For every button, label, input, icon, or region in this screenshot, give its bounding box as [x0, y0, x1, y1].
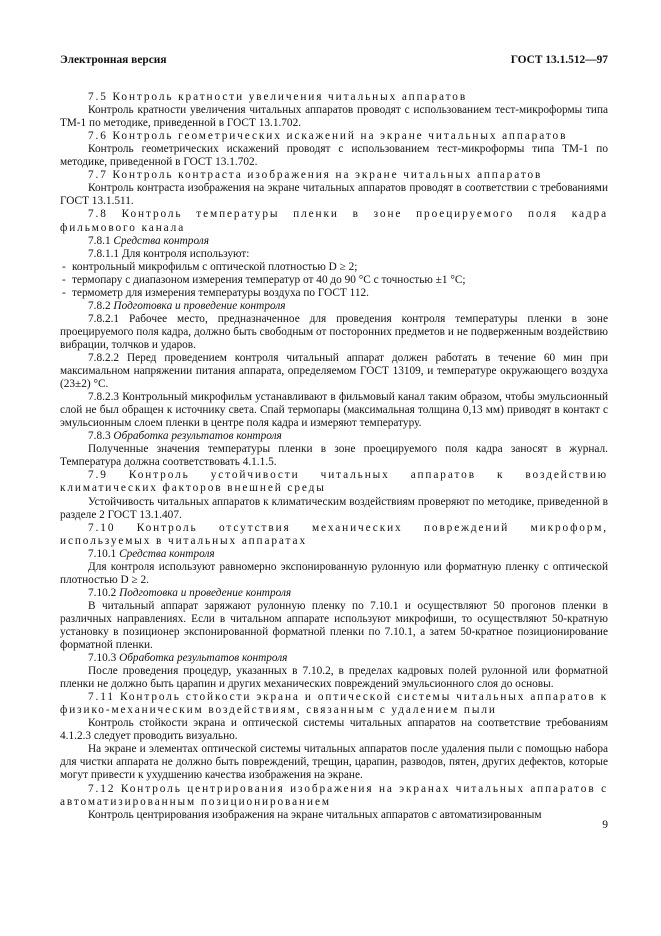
list-item-text: термопару с диапазоном измерения температур от 40 до 90 °С с точностью ±1 °С;	[72, 273, 466, 286]
page-number: 9	[602, 819, 608, 831]
document-page	[60, 54, 608, 822]
body-paragraph: 7.8.1.1 Для контроля используют:	[88, 247, 250, 260]
subsection-heading	[60, 548, 608, 561]
body-paragraph: Контроль центрирования изображения на экране читальных аппаратов с автоматизированным	[88, 808, 542, 821]
section-heading: 7.10 Контроль отсутствия механических повреждений микроформ, используемых в читальных аппаратах	[60, 521, 608, 547]
header-edition-label: Электронная версия	[60, 54, 167, 66]
section-heading: 7.8 Контроль температуры пленки в зоне проецируемого поля кадра фильмового канала	[60, 208, 608, 234]
subsection-number: 7.8.2	[88, 299, 111, 312]
body-paragraph: Контроль стойкости экрана и оптической системы читальных аппаратов на соответствие требованиям 4.1.2.3 следует проводить визуально.	[60, 717, 608, 743]
header-standard-number: ГОСТ 13.1.512—97	[510, 54, 608, 66]
body-paragraph: 7.8.2.1 Рабочее место, предназначенное для проведения контроля температуры пленки в зоне проецируемого поля кадра, должно быть свободным от посторонних предметов и не подверженным воздействию вибрации, толчков и ударов.	[60, 312, 608, 351]
list-item-text: контрольный микрофильм с оптической плотностью D ≥ 2;	[72, 260, 358, 273]
subsection-number: 7.8.3	[88, 430, 111, 443]
section-heading: 7.5 Контроль кратности увеличения читальных аппаратов	[88, 91, 468, 104]
list-dash: -	[62, 273, 66, 286]
section-heading: 7.7 Контроль контраста изображения на экране читальных аппаратов	[88, 169, 543, 182]
body-paragraph: Контроль геометрических искажений проводят с использованием тест-микроформы типа ТМ-1 по методике, приведенной в ГОСТ 13.1.702.	[60, 143, 608, 169]
section-heading: 7.12 Контроль центрирования изображения на экранах читальных аппаратов с автоматизированным позиционированием	[60, 782, 608, 808]
body-paragraph: На экране и элементах оптической системы читальных аппаратов после удаления пыли с помощью набора для чистки аппарата не должно быть повреждений, трещин, царапин, разводов, пятен, других дефектов, которые могут привести к ухудшению качества изображения на экране.	[60, 743, 608, 782]
body-paragraph: 7.8.2.3 Контрольный микрофильм устанавливают в фильмовый канал таким образом, чтобы эмульсионный слой не был обращен к источнику света. Спай термопары (максимальная толщина 0,13 мм) приводят в контакт с эмульсионным слоем пленки в центре поля кадра и измеряют температуру.	[60, 391, 608, 430]
body-paragraph: Для контроля используют равномерно экспонированную рулонную или форматную пленку с оптической плотностью D ≥ 2.	[60, 560, 608, 586]
list-item	[60, 261, 608, 274]
subsection-number: 7.8.1	[88, 234, 111, 247]
body-paragraph: Полученные значения температуры пленки в зоне проецируемого поля кадра заносят в журнал. Температура должна соответствовать 4.1.1.5.	[60, 443, 608, 469]
body-paragraph: В читальный аппарат заряжают рулонную пленку по 7.10.1 и осуществляют 50 прогонов пленки в различных направлениях. Если в читальном аппарате используют микрофиши, то осуществляют 50-кратную установку в позиционер экспонированной форматной пленки по 7.10.1, а затем 50-кратное позиционирование форматной пленки.	[60, 599, 608, 652]
page-header	[60, 54, 608, 67]
subsection-heading	[60, 235, 608, 248]
list-dash: -	[62, 286, 66, 299]
body-paragraph: 7.8.2.2 Перед проведением контроля читальный аппарат должен работать в течение 60 мин при максимальном напряжении питания аппарата, определяемом ГОСТ 13109, и температуре окружающего воздуха (23±2) °С.	[60, 351, 608, 391]
subsection-heading	[60, 300, 608, 313]
subsection-title: Обработка результатов контроля	[113, 430, 282, 443]
subsection-heading	[60, 652, 608, 665]
section-heading: 7.6 Контроль геометрических искажений на экране читальных аппаратов	[88, 130, 568, 143]
subsection-number: 7.10.1	[88, 547, 117, 560]
subsection-title: Обработка результатов контроля	[119, 652, 288, 665]
body-paragraph: После проведения процедур, указанных в 7.10.2, в пределах кадровых полей рулонной или форматной пленки не должно быть царапин и других механических повреждений эмульсионного слоя до основы.	[60, 665, 608, 691]
subsection-title: Средства контроля	[113, 234, 209, 247]
section-heading: 7.9 Контроль устойчивости читальных аппаратов к воздействию климатических факторов внешней среды	[60, 469, 608, 495]
list-item	[60, 287, 608, 300]
subsection-number: 7.10.3	[88, 652, 117, 665]
subsection-title: Средства контроля	[119, 547, 215, 560]
list-dash: -	[62, 260, 66, 273]
subsection-title: Подготовка и проведение контроля	[119, 586, 292, 599]
subsection-title: Подготовка и проведение контроля	[113, 299, 286, 312]
subsection-heading	[60, 587, 608, 600]
body-paragraph: Устойчивость читальных аппаратов к климатическим воздействиям проверяют по методике, приведенной в разделе 2 ГОСТ 13.1.407.	[60, 495, 608, 521]
list-item-text: термометр для измерения температуры воздуха по ГОСТ 112.	[72, 286, 370, 299]
body-paragraph: Контроль кратности увеличения читальных аппаратов проводят с использованием тест-микроформы типа ТМ-1 по методике, приведенной в ГОСТ 13.1.702.	[60, 104, 608, 130]
list-item	[60, 274, 608, 287]
subsection-heading	[60, 430, 608, 443]
section-heading: 7.11 Контроль стойкости экрана и оптической системы читальных аппаратов к физико-механическим воздействиям, связанным с удалением пыли	[60, 691, 608, 717]
body-paragraph: Контроль контраста изображения на экране читальных аппаратов проводят в соответствии с требованиями ГОСТ 13.1.511.	[60, 182, 608, 208]
subsection-number: 7.10.2	[88, 586, 117, 599]
